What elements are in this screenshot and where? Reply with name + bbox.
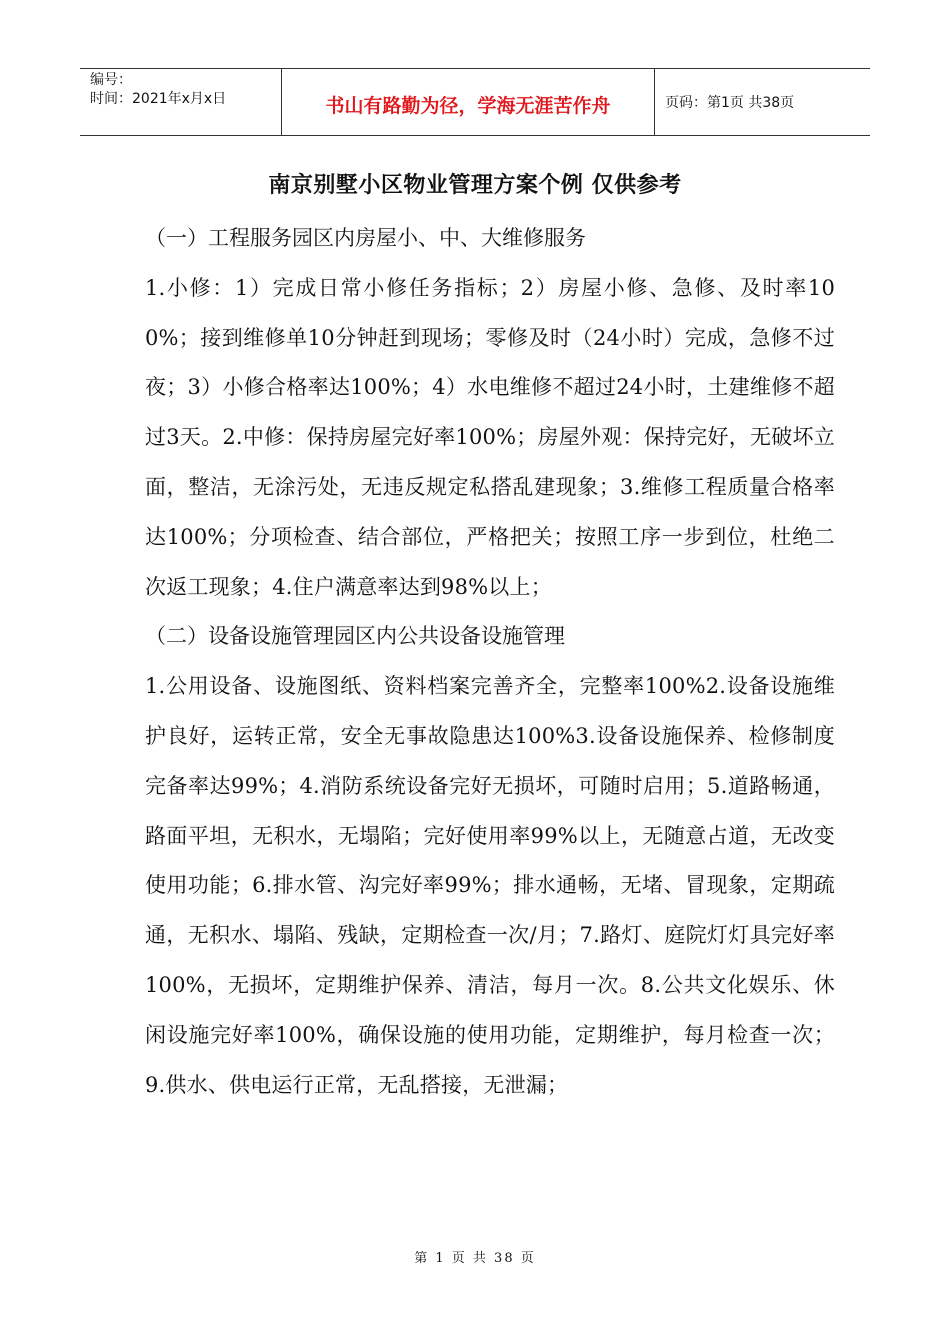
number-label: 编号： [90, 72, 132, 88]
header-page-info: 页码：第1页 共38页 [665, 95, 795, 111]
document-title: 南京别墅小区物业管理方案个例 仅供参考 [268, 173, 682, 198]
section-paragraph-facilities: 1.公用设备、设施图纸、资料档案完善齐全，完整率100%2.设备设施维护良好，运转正常，安全无事故隐患达100%3.设备设施保养、检修制度完备率达99%；4.消防系统设备完好无损坏，可随时启用；5.道路畅通，路面平坦，无积水，无塌陷；完好使用率99%以上，无随意占道，无改变使用功能；6.排水管、沟完好率99%；排水通畅，无堵、冒现象，定期疏通，无积水、塌陷、残缺，定期检查一次/月；7.路灯、庭院灯灯具完好率100%，无损坏，定期维护保养、清洁，每月一次。8.公共文化娱乐、休闲设施完好率100%，确保设施的使用功能，定期维护，每月检查一次；9.供水、供电运行正常，无乱搭接，无泄漏； [145, 674, 835, 1097]
page-footer: 第 1 页 共 38 页 [414, 1251, 536, 1266]
time-label: 时间：2021年x月x日 [90, 91, 227, 107]
section-heading-facilities: （二）设备设施管理园区内公共设备设施管理 [145, 624, 565, 649]
section-paragraph-engineering: 1.小修：1）完成日常小修任务指标；2）房屋小修、急修、及时率100%；接到维修单10分钟赶到现场；零修及时（24小时）完成，急修不过夜；3）小修合格率达100%；4）水电维修不超过24小时，土建维修不超过3天。2.中修：保持房屋完好率100%；房屋外观：保持完好，无破坏立面，整洁，无涂污处，无违反规定私搭乱建现象；3.维修工程质量合格率达100%；分项检查、结合部位，严格把关；按照工序一步到位，杜绝二次返工现象；4.住户满意率达到98%以上； [145, 275, 835, 599]
header-motto: 书山有路勤为径，学海无涯苦作舟 [282, 69, 655, 135]
section-heading-engineering: （一）工程服务园区内房屋小、中、大维修服务 [145, 226, 586, 250]
document-header [80, 68, 870, 136]
header-meta [80, 69, 282, 135]
document-body [145, 214, 835, 1110]
